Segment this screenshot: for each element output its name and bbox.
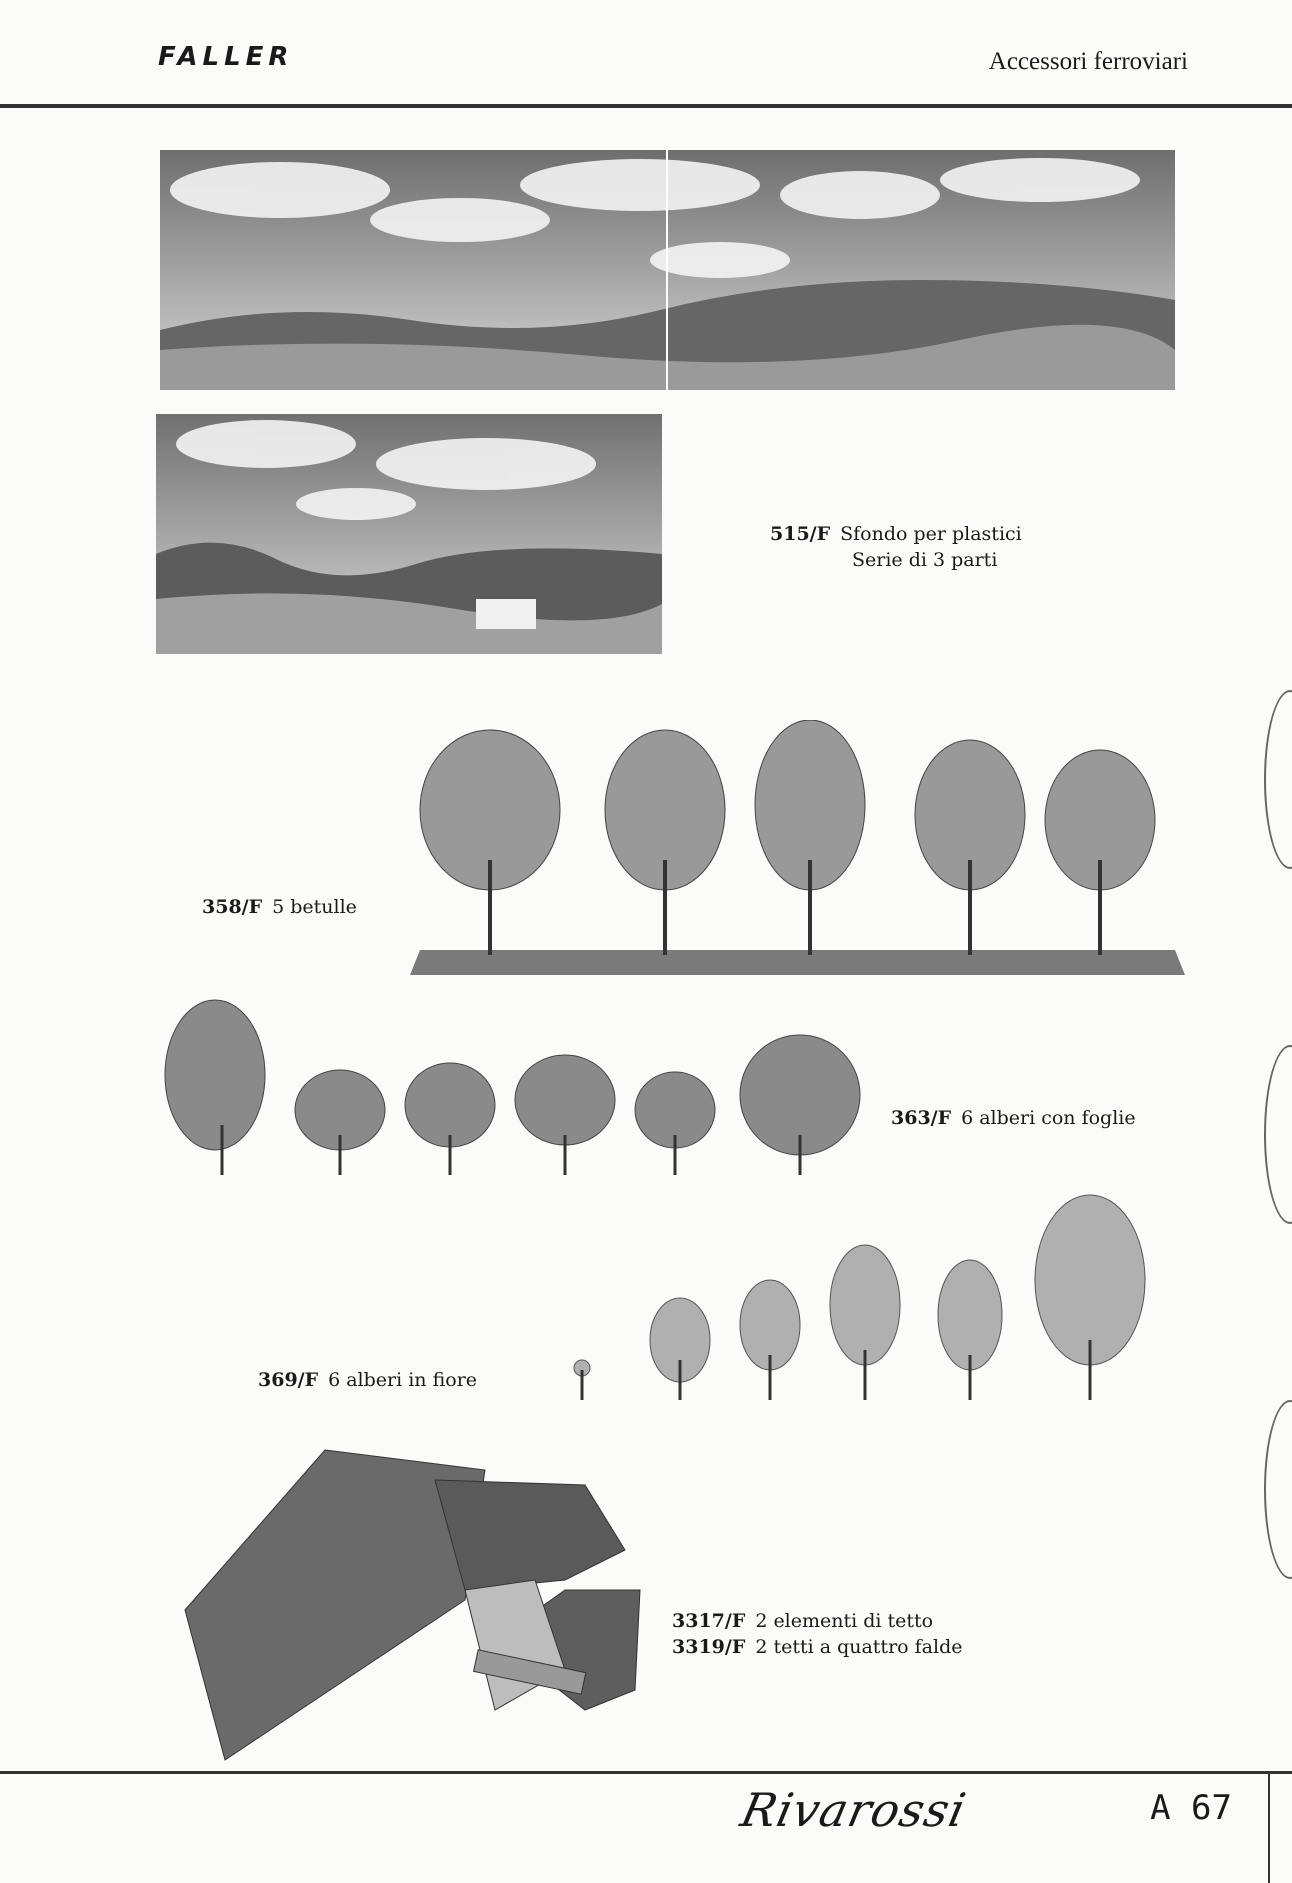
- item-desc: 2 tetti a quattro falde: [755, 1636, 963, 1658]
- item-code: 3317/F: [672, 1610, 746, 1632]
- item-363f: [891, 1105, 1136, 1131]
- section-title: Accessori ferroviari: [988, 48, 1188, 75]
- thumb-index-notch: [1264, 690, 1292, 869]
- item-code: 369/F: [258, 1369, 319, 1391]
- rivarossi-logo: Rivarossi: [736, 1783, 972, 1837]
- item-358f: [202, 894, 357, 920]
- thumb-index-notch: [1264, 1045, 1292, 1224]
- item-desc: 6 alberi con foglie: [961, 1107, 1136, 1129]
- thumb-index-notch: [1264, 1400, 1292, 1579]
- item-desc: 2 elementi di tetto: [755, 1610, 934, 1632]
- footer-rule: [0, 1771, 1292, 1774]
- item-desc: 5 betulle: [272, 896, 357, 918]
- brand-logo: FALLER: [158, 42, 294, 72]
- item-3319f: [672, 1634, 962, 1660]
- backdrop-photo-bottom: [156, 414, 662, 654]
- blossom-trees-photo: [560, 1190, 1160, 1410]
- item-code: 3319/F: [672, 1636, 746, 1658]
- backdrop-photo-top: [160, 150, 1175, 390]
- item-515f: [770, 521, 1022, 573]
- item-code: 515/F: [770, 523, 831, 545]
- item-code: 363/F: [891, 1107, 952, 1129]
- item-369f: [258, 1367, 477, 1393]
- footer-side-rule: [1268, 1771, 1270, 1883]
- item-code: 358/F: [202, 896, 263, 918]
- item-desc: Sfondo per plastici: [840, 523, 1022, 545]
- item-desc-2: Serie di 3 parti: [852, 549, 998, 571]
- roof-kits-photo: [165, 1440, 665, 1770]
- birches-photo: [410, 720, 1185, 980]
- leafy-trees-photo: [160, 995, 890, 1185]
- item-desc: 6 alberi in fiore: [328, 1369, 478, 1391]
- header-rule: [0, 104, 1292, 108]
- item-3317f: [672, 1608, 933, 1634]
- page-number: A 67: [1150, 1788, 1232, 1828]
